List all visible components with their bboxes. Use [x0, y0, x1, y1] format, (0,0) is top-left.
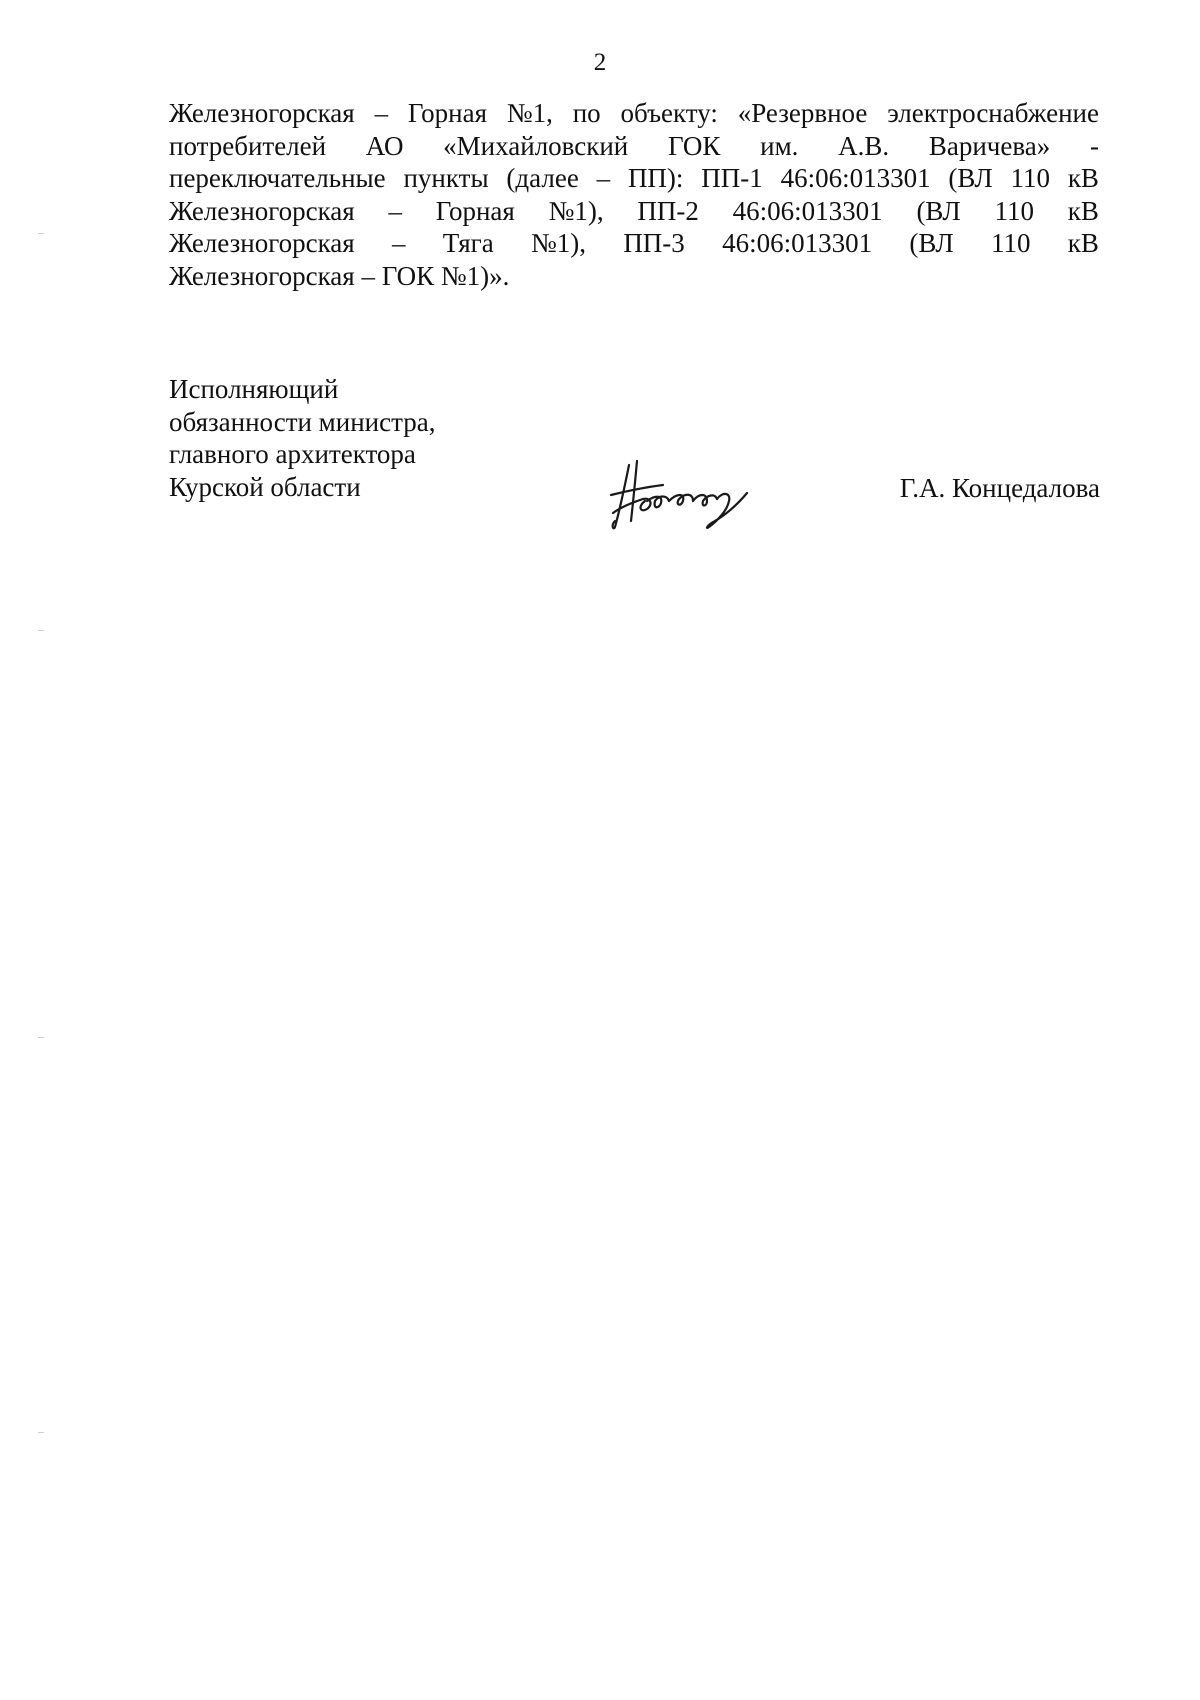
paragraph-line-2	[169, 130, 1099, 163]
signer-name: Г.А. Концедалова	[899, 473, 1100, 503]
paragraph-line-3	[169, 162, 1099, 195]
word: Тяга	[442, 228, 494, 258]
paragraph-line-5	[169, 227, 1099, 260]
word: –	[392, 228, 406, 258]
scan-artifact	[38, 1432, 44, 1433]
word: «Резервное	[737, 98, 868, 128]
word: 110	[990, 228, 1031, 258]
word: №1,	[506, 98, 553, 128]
signatory-title-line: Курской области	[169, 471, 361, 502]
word: ПП-2	[637, 195, 699, 226]
word: (ВЛ	[909, 228, 954, 258]
word: им.	[760, 130, 799, 161]
word: (далее	[506, 163, 579, 193]
word: Железногорская	[169, 228, 355, 258]
word: А.В.	[838, 130, 890, 161]
word: –	[374, 98, 389, 128]
word: ГОК	[667, 130, 721, 161]
word: Варичева»	[928, 130, 1051, 161]
word: Железногорская	[169, 98, 355, 128]
word: ПП-1	[701, 163, 763, 193]
word: 46:06:013301	[780, 163, 931, 193]
word: кВ	[1067, 195, 1099, 226]
word: ПП):	[627, 163, 684, 193]
scan-artifact	[38, 1037, 44, 1038]
word: переключательные	[169, 163, 386, 193]
word: 46:06:013301	[732, 195, 883, 226]
signatory-title-line: обязанности министра,	[169, 406, 436, 437]
word: (ВЛ	[948, 163, 993, 193]
word: №1),	[531, 228, 587, 258]
paragraph-line-4	[169, 195, 1099, 228]
word: пункты	[403, 163, 489, 193]
word: 46:06:013301	[722, 228, 873, 258]
word: –	[388, 195, 402, 226]
signatory-title-line: Исполняющий	[169, 374, 339, 404]
handwritten-signature	[607, 455, 757, 535]
word: №1),	[548, 195, 604, 226]
word: Горная	[407, 98, 487, 128]
signatory-title	[169, 373, 435, 503]
word: -	[1089, 130, 1099, 161]
paragraph-line-1	[169, 97, 1099, 130]
signatory-title-line: главного архитектора	[169, 439, 416, 469]
word: Горная	[435, 195, 515, 226]
scan-artifact	[38, 233, 44, 234]
word: (ВЛ	[916, 195, 961, 226]
word: ПП-3	[623, 228, 685, 258]
word: «Михайловский	[443, 130, 629, 161]
body-paragraph	[169, 97, 1099, 292]
word: по	[572, 98, 601, 128]
word: кВ	[1067, 228, 1099, 258]
word: АО	[365, 130, 404, 161]
word: Железногорская	[169, 195, 355, 226]
word: потребителей	[169, 130, 327, 161]
word: объекту:	[620, 98, 718, 128]
word: 110	[994, 195, 1034, 226]
word: электроснабжение	[887, 98, 1099, 128]
scan-artifact	[38, 630, 44, 631]
page-number: 2	[593, 49, 607, 76]
paragraph-line-6: Железногорская – ГОК №1)».	[169, 260, 510, 291]
word: кВ	[1067, 163, 1099, 193]
word: 110	[1010, 163, 1050, 193]
word: –	[596, 163, 611, 193]
